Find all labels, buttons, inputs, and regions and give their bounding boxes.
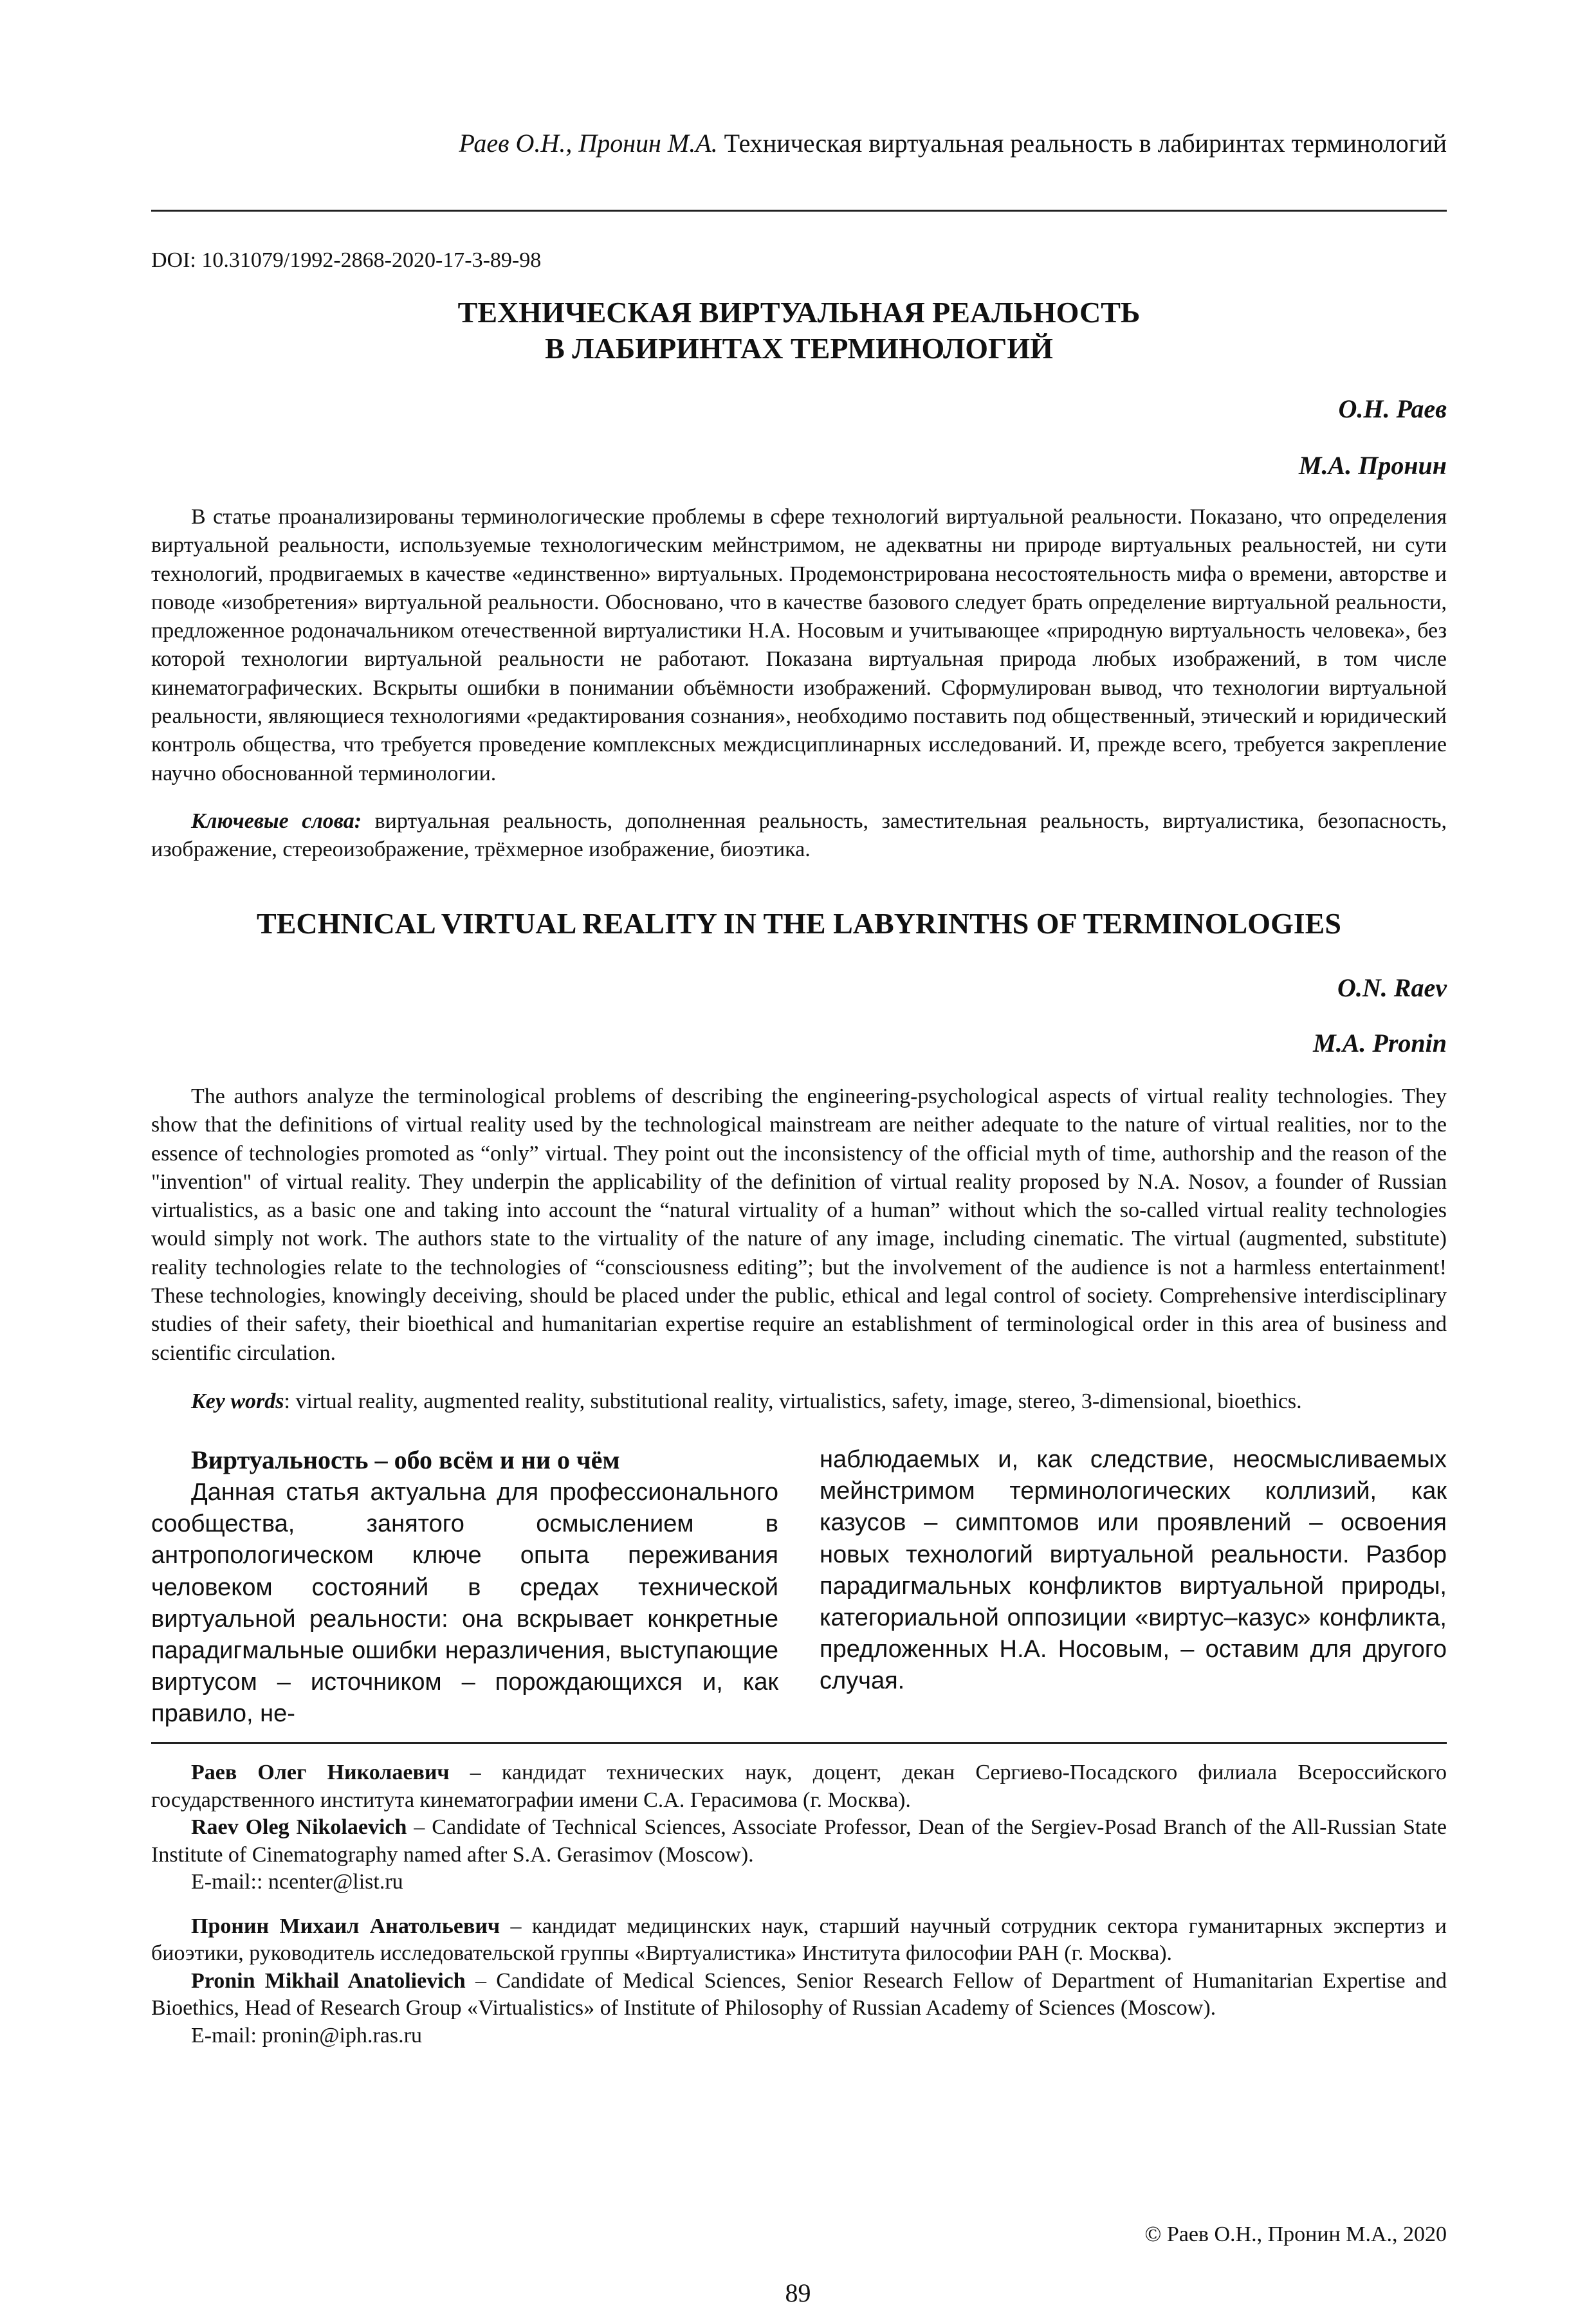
running-head: [151, 127, 1447, 160]
en-author-1: O.N. Raev: [1337, 973, 1447, 1002]
author1-en-name: Raev Oleg Nikolaevich: [191, 1815, 407, 1839]
ru-title-line-1: ТЕХНИЧЕСКАЯ ВИРТУАЛЬНАЯ РЕАЛЬНОСТЬ: [457, 296, 1141, 329]
body-paragraph-left: Данная статья актуальна для профессионального сообщества, занятого осмыслением в антропологическом ключе опыта переживания человеком состояний в средах технической виртуальной реальности: она вскрывает конкретные парадигмальные ошибки неразличения, выступающие виртусом – источником – порождающихся и, как правило, не-: [151, 1479, 778, 1728]
ru-article-title: [151, 295, 1447, 367]
ru-abstract-text: В статье проанализированы терминологические проблемы в сфере технологий виртуальной реальности. Показано, что определения виртуальной реальности, используемые технологическим мейнстримом, не адекватны ни природе виртуальных реальностей, ни сути технологий, продвигаемых в качестве «единственно» виртуальных. Продемонстрирована несостоятельность мифа о времени, авторстве и поводе «изобретения» виртуальной реальности. Обосновано, что в качестве базового следует брать определение виртуальной реальности, предложенное родоначальником отечественной виртуалистики Н.А. Носовым и учитывающее «природную виртуальность человека», без которой технологии виртуальной реальности не работают. Показана виртуальная природа любых изображений, в том числе кинематографических. Вскрыты ошибки в понимании объёмности изображений. Сформулирован вывод, что технологии виртуальной реальности, являющиеся технологиями «редактирования сознания», необходимо поставить под общественный, этический и юридический контроль общества, что требуется проведение комплексных междисциплинарных исследований. И, прежде всего, требуется закрепление научно обоснованной терминологии.: [151, 505, 1447, 785]
ru-keywords: [151, 807, 1447, 864]
ru-abstract: [151, 503, 1447, 788]
running-head-title: Техническая виртуальная реальность в лабиринтах терминологий: [724, 129, 1447, 158]
footnote-author2-en: [151, 1968, 1447, 2022]
en-author-2: M.A. Pronin: [1313, 1029, 1447, 1058]
body-columns: [151, 1444, 1447, 1728]
author-footnotes: [151, 1759, 1447, 2049]
ru-title-line-2: В ЛАБИРИНТАХ ТЕРМИНОЛОГИЙ: [545, 332, 1053, 365]
doi[interactable]: DOI: 10.31079/1992-2868-2020-17-3-89-98: [151, 248, 542, 272]
body-column-left: [151, 1444, 778, 1728]
ru-author-2: М.А. Пронин: [1298, 451, 1447, 480]
author1-email[interactable]: E-mail:: ncenter@list.ru: [191, 1870, 403, 1894]
author2-ru-details: – кандидат медицинских наук, старший научный сотрудник сектора гуманитарных экспертиз и биоэтики, руководитель исследовательской группы «Виртуалистика» Института философии РАН (г. Москва).: [151, 1914, 1447, 1965]
author2-en-name: Pronin Mikhail Anatolievich: [191, 1968, 466, 1993]
author1-en-details: – Candidate of Technical Sciences, Associate Professor, Dean of the Sergiev-Posad Branch of the All-Russian State Institute of Cinematography named after S.A. Gerasimov (Moscow).: [151, 1815, 1447, 1867]
author1-ru-name: Раев Олег Николаевич: [191, 1761, 450, 1784]
en-keywords: [151, 1388, 1447, 1416]
footnote-author2-ru: [151, 1913, 1447, 1968]
section-heading: Виртуальность – обо всём и ни о чём: [191, 1445, 620, 1474]
footnote-spacer: [151, 1896, 1447, 1913]
en-abstract: [151, 1083, 1447, 1368]
footnote-author1-ru: [151, 1759, 1447, 1814]
page-number: 89: [785, 2278, 811, 2307]
author2-email[interactable]: E-mail: pronin@iph.ras.ru: [191, 2023, 422, 2047]
en-keywords-list: : virtual reality, augmented reality, substitutional reality, virtualistics, safety, image, stereo, 3-dimensional, bioethics.: [284, 1389, 1302, 1413]
copyright-notice: © Раев О.Н., Пронин М.А., 2020: [1144, 2222, 1447, 2246]
ru-keywords-list: виртуальная реальность, дополненная реальность, заместительная реальность, виртуалистика, безопасность, изображение, стереоизображение, трёхмерное изображение, биоэтика.: [151, 809, 1447, 861]
body-column-right: [820, 1444, 1447, 1711]
running-head-authors: Раев О.Н., Пронин М.А.: [459, 129, 718, 158]
author1-ru-details: – кандидат технических наук, доцент, декан Сергиево-Посадского филиала Всероссийского государственного института кинематографии имени С.А. Герасимова (г. Москва).: [151, 1761, 1447, 1812]
author2-en-details: – Candidate of Medical Sciences, Senior Research Fellow of Department of Humanitarian Expertise and Bioethics, Head of Research Group «Virtualistics» of Institute of Philosophy of Russian Academy of Sciences (Moscow).: [151, 1968, 1447, 2020]
ru-keywords-label: Ключевые слова:: [191, 809, 362, 833]
footnote-author1-en: [151, 1814, 1447, 1869]
en-abstract-text: The authors analyze the terminological problems of describing the engineering-psychological aspects of virtual reality technologies. They show that the definitions of virtual reality used by the technological mainstream are neither adequate to the nature of virtual realities, nor to the essence of technologies promoted as “only” virtual. They point out the inconsistency of the official myth of time, authorship and the reason of the "invention" of virtual reality. They underpin the applicability of the definition of virtual reality proposed by N.A. Nosov, a founder of Russian virtualistics, as a basic one and taking into account the “natural virtuality of a human” without which the so-called virtual reality technologies would simply not work. The authors state to the virtuality of the nature of any image, including cinematic. The virtual (augmented, substitute) reality technologies relate to the technologies of “consciousness editing”; but the involvement of the audience is not a harmless entertainment! These technologies, knowingly deceiving, should be placed under the public, ethical and legal control of society. Comprehensive interdisciplinary studies of their safety, their bioethical and humanitarian expertise require an establishment of terminological order in this area of business and scientific circulation.: [151, 1085, 1447, 1365]
en-article-title: TECHNICAL VIRTUAL REALITY IN THE LABYRINTHS OF TERMINOLOGIES: [257, 907, 1341, 940]
body-paragraph-right: наблюдаемых и, как следствие, неосмысливаемых мейнстримом терминологических коллизий, как казусов – симптомов или проявлений – освоения новых технологий виртуальной реальности. Разбор парадигмальных конфликтов виртуальной природы, категориальной оппозиции «виртус–казус» конфликта, предложенных Н.А. Носовым, – оставим для другого случая.: [820, 1446, 1447, 1695]
author2-ru-name: Пронин Михаил Анатольевич: [191, 1914, 500, 1938]
en-keywords-label: Key words: [191, 1389, 284, 1413]
footnote-divider: [151, 1742, 1447, 1744]
ru-author-1: О.Н. Раев: [1338, 394, 1447, 423]
header-divider: [151, 210, 1447, 212]
